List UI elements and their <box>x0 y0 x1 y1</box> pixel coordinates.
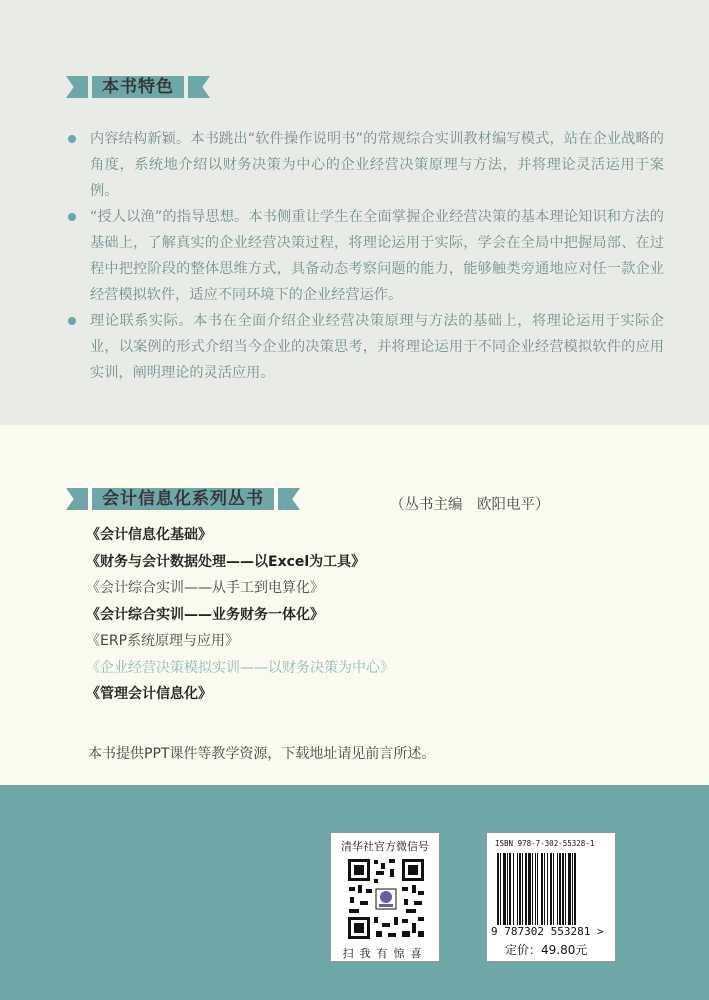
barcode-bar <box>509 853 511 925</box>
barcode-bar <box>562 853 564 925</box>
isbn-number: ISBN 978-7-302-55328-1 <box>495 839 595 848</box>
barcode-bar <box>537 853 538 925</box>
series-heading-banner <box>66 488 300 510</box>
wechat-qr-box <box>330 832 440 962</box>
book-title: 《会计信息化基础》 <box>86 527 212 543</box>
book-title: 《财务与会计数据处理——以Excel为工具》 <box>86 553 366 570</box>
barcode-bar <box>547 853 548 925</box>
banner-ribbon-right <box>188 76 210 98</box>
barcode-bar <box>497 853 499 925</box>
price: 定价：49.80元 <box>505 943 588 957</box>
barcode-bar <box>544 853 545 925</box>
feature-item: 理论联系实际。本书在全面介绍企业经营决策原理与方法的基础上，将理论运用于实际企业，以案例的形式介绍当今企业的决策思考，并将理论运用于不同企业经营模拟软件的应用实训，阐明理论的灵活应用。 <box>64 308 664 386</box>
barcode-bar <box>574 853 576 925</box>
barcode-bar <box>557 853 558 925</box>
barcode-bar <box>503 853 506 925</box>
features-heading-banner <box>66 76 210 98</box>
barcode-icon <box>497 853 607 925</box>
bullet-icon <box>68 135 76 143</box>
feature-item: 内容结构新颖。本书跳出“软件操作说明书”的常规综合实训教材编写模式，站在企业战略的角度，系统地介绍以财务决策为中心的企业经营决策原理与方法，并将理论灵活运用于案例。 <box>64 126 664 204</box>
series-book-list <box>86 522 394 708</box>
feature-item: “授人以渔”的指导思想。本书侧重让学生在全面掌握企业经营决策的基本理论知识和方法的基础上，了解真实的企业经营决策过程，将理论运用于实际，学会在全局中把握局部、在过程中把控阶段的整体思维方式，具备动态考察问题的能力，能够触类旁通地应对任一款企业经营模拟软件，适应不同环境下的企业经营运作。 <box>64 204 664 308</box>
barcode-bar <box>522 853 523 925</box>
banner-ribbon-left <box>66 488 88 510</box>
barcode-bar <box>519 853 521 925</box>
barcode-bar <box>525 853 527 925</box>
book-title-current: 《企业经营决策模拟实训——以财务决策为中心》 <box>86 659 394 676</box>
bullet-icon <box>68 213 76 221</box>
barcode-bar <box>553 853 554 925</box>
barcode-bar <box>513 853 514 925</box>
barcode-bar <box>572 853 573 925</box>
book-title: 《会计综合实训——从手工到电算化》 <box>86 580 324 596</box>
barcode-bar <box>565 853 566 925</box>
barcode-bar <box>559 853 561 925</box>
series-editor: （丛书主编 欧阳电平） <box>390 497 550 513</box>
resource-note: 本书提供PPT课件等教学资源，下载地址请见前言所述。 <box>88 746 436 762</box>
barcode-bar <box>535 853 536 925</box>
barcode-bar <box>541 853 543 925</box>
isbn-barcode-digits: 9 787302 553281 > <box>491 925 604 938</box>
features-list <box>64 126 664 386</box>
book-title: 《ERP系统原理与应用》 <box>86 633 240 649</box>
barcode-bar <box>568 853 571 925</box>
banner-ribbon-right <box>278 488 300 510</box>
book-title: 《管理会计信息化》 <box>86 686 212 702</box>
barcode-bar <box>517 853 518 925</box>
barcode-bar <box>500 853 501 925</box>
barcode-bar <box>507 853 508 925</box>
series-heading: 会计信息化系列丛书 <box>92 488 274 510</box>
qr-caption: 扫我有惊喜 <box>342 947 428 960</box>
barcode-bar <box>528 853 531 925</box>
barcode-bar <box>532 853 533 925</box>
qr-title: 清华社官方微信号 <box>341 840 429 853</box>
qr-code-icon <box>346 857 426 941</box>
isbn-barcode-box <box>486 832 616 962</box>
barcode-bar <box>550 853 552 925</box>
features-heading: 本书特色 <box>92 76 184 98</box>
bullet-icon <box>68 317 76 325</box>
banner-ribbon-left <box>66 76 88 98</box>
book-title: 《会计综合实训——业务财务一体化》 <box>86 606 324 623</box>
